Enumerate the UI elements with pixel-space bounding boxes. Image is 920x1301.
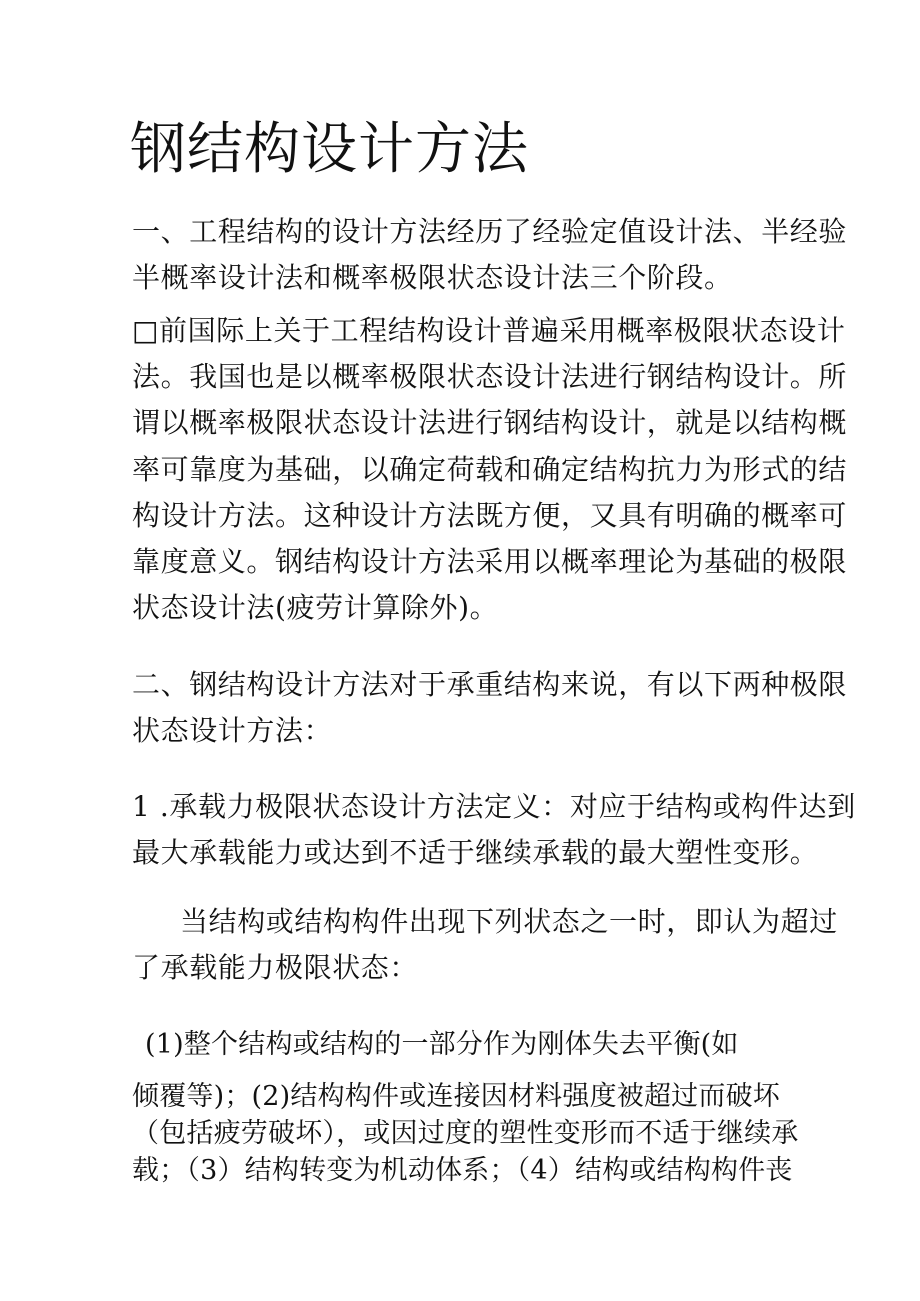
condition-list-line-2: 倾覆等)；(2)结构构件或连接因材料强度被超过而破坏 xyxy=(132,1081,780,1112)
condition-list-line-4: 载；（3）结构转变为机动体系；（4）结构或结构构件丧 xyxy=(132,1155,793,1186)
paragraph-line-1: 一、工程结构的设计方法经历了经验定值设计法、半经验 xyxy=(132,215,848,248)
condition-intro-line-2: 了承载能力极限状态： xyxy=(132,951,419,984)
condition-list-line-1: (1)整个结构或结构的一部分作为刚体失去平衡(如 xyxy=(145,1029,739,1060)
paragraph-line-9: 状态设计法(疲劳计算除外)。 xyxy=(132,591,499,624)
paragraph-line-4: 法。我国也是以概率极限状态设计法进行钢结构设计。所 xyxy=(132,360,848,393)
section-2-line-1: 二、钢结构设计方法对于承重结构来说，有以下两种极限 xyxy=(132,668,848,701)
definition-line-2: 最大承载能力或达到不适于继续承载的最大塑性变形。 xyxy=(132,836,819,869)
condition-list-line-3: （包括疲劳破坏），或因过度的塑性变形而不适于继续承 xyxy=(132,1118,799,1149)
section-2-line-2: 状态设计方法： xyxy=(132,714,333,747)
paragraph-line-3: □前国际上关于工程结构设计普遍采用概率极限状态设计 xyxy=(132,314,846,347)
paragraph-line-7: 构设计方法。这种设计方法既方便，又具有明确的概率可 xyxy=(132,499,848,532)
document-title: 钢结构设计方法 xyxy=(130,117,529,182)
paragraph-line-6: 率可靠度为基础，以确定荷载和确定结构抗力为形式的结 xyxy=(132,453,848,486)
paragraph-line-8: 靠度意义。钢结构设计方法采用以概率理论为基础的极限 xyxy=(132,545,848,578)
paragraph-line-5: 谓以概率极限状态设计法进行钢结构设计，就是以结构概 xyxy=(132,406,848,439)
definition-line-1: 1 .承载力极限状态设计方法定义：对应于结构或构件达到 xyxy=(132,790,856,823)
condition-intro-line-1: 当结构或结构构件出现下列状态之一时，即认为超过 xyxy=(180,905,838,938)
paragraph-line-2: 半概率设计法和概率极限状态设计法三个阶段。 xyxy=(132,261,733,294)
